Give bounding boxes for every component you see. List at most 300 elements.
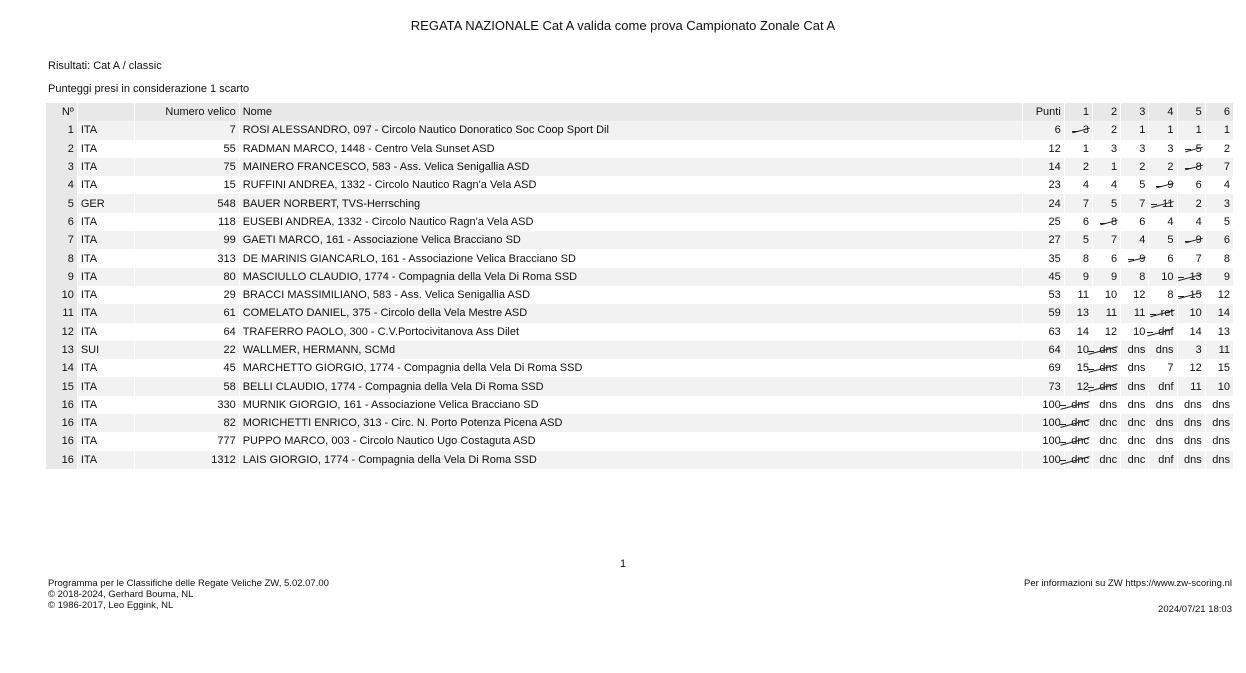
race-1-cell — [1064, 121, 1092, 139]
race-score: dnc — [1127, 435, 1146, 448]
col-race-4: 4 — [1149, 103, 1177, 121]
race-4-cell — [1149, 194, 1177, 212]
race-4-cell — [1149, 377, 1177, 395]
nation-cell: SUI — [77, 341, 134, 359]
nation-cell: ITA — [77, 176, 134, 194]
nation-cell: ITA — [77, 359, 134, 377]
points-cell: 100 — [1023, 414, 1065, 432]
race-6-cell — [1205, 249, 1233, 267]
nation-cell: ITA — [77, 231, 134, 249]
race-score: dns — [1155, 344, 1174, 356]
race-5-cell — [1177, 140, 1205, 158]
points-cell: 53 — [1023, 286, 1065, 304]
race-6-cell — [1205, 121, 1233, 139]
race-score: 2 — [1111, 124, 1118, 137]
race-5-cell — [1177, 432, 1205, 450]
race-2-cell — [1092, 231, 1120, 249]
rank-cell: 7 — [46, 231, 77, 249]
rank-cell: 16 — [46, 396, 77, 414]
table-row — [46, 396, 1234, 414]
race-6-cell — [1205, 140, 1233, 158]
points-cell: 100 — [1023, 396, 1065, 414]
table-row — [46, 323, 1234, 341]
rank-cell: 8 — [46, 249, 77, 267]
race-3-cell — [1121, 432, 1149, 450]
race-score: 7 — [1195, 252, 1202, 265]
race-1-cell — [1064, 231, 1092, 249]
race-score: dnf — [1158, 380, 1174, 393]
race-score: dns — [1212, 398, 1230, 411]
race-3-cell — [1121, 231, 1149, 249]
table-row — [46, 359, 1234, 377]
race-3-cell — [1121, 249, 1149, 267]
table-row — [46, 176, 1234, 194]
race-5-cell — [1177, 213, 1205, 231]
race-1-cell — [1064, 249, 1092, 267]
race-5-cell — [1177, 396, 1205, 414]
race-score: 14 — [1217, 307, 1230, 320]
race-score: 5 — [1195, 142, 1202, 155]
race-score: 15 — [1076, 362, 1089, 375]
race-score: 3 — [1139, 142, 1146, 155]
race-score: 6 — [1223, 234, 1230, 247]
points-cell: 12 — [1023, 140, 1065, 158]
table-row — [46, 121, 1234, 139]
nation-cell: ITA — [77, 304, 134, 322]
race-score: 7 — [1111, 234, 1118, 247]
race-1-cell — [1064, 396, 1092, 414]
rank-cell: 6 — [46, 213, 77, 231]
name-cell: BELLI CLAUDIO, 1774 - Compagnia della Vela Di Roma SSD — [239, 377, 1022, 395]
race-score: 8 — [1223, 252, 1230, 265]
race-score: 3 — [1111, 142, 1118, 155]
sail-number-cell: 55 — [135, 140, 239, 158]
name-cell: PUPPO MARCO, 003 - Circolo Nautico Ugo Costaguta ASD — [239, 432, 1022, 450]
discard-note: Punteggi presi in considerazione 1 scarto — [48, 83, 250, 95]
race-3-cell — [1121, 341, 1149, 359]
nation-cell: ITA — [77, 451, 134, 469]
race-5-cell — [1177, 176, 1205, 194]
race-1-cell — [1064, 451, 1092, 469]
race-score: dns — [1099, 344, 1118, 356]
footer-program: Programma per le Classifiche delle Regate Veliche ZW, 5.02.07.00 — [48, 578, 329, 589]
race-score: dns — [1099, 362, 1118, 375]
race-6-cell — [1205, 286, 1233, 304]
race-4-cell — [1149, 396, 1177, 414]
race-score: 4 — [1139, 234, 1146, 247]
nation-cell: ITA — [77, 432, 134, 450]
nation-cell: GER — [77, 194, 134, 212]
footer-copyright-2: © 1986-2017, Leo Eggink, NL — [48, 600, 174, 611]
race-score: 4 — [1223, 179, 1230, 192]
rank-cell: 16 — [46, 414, 77, 432]
race-score: 4 — [1111, 179, 1118, 192]
race-score: 2 — [1139, 161, 1146, 174]
name-cell: MASCIULLO CLAUDIO, 1774 - Compagnia della Vela Di Roma SSD — [239, 268, 1022, 286]
race-1-cell — [1064, 194, 1092, 212]
race-5-cell — [1177, 268, 1205, 286]
race-score: 5 — [1082, 234, 1089, 247]
race-2-cell — [1092, 432, 1120, 450]
table-row — [46, 377, 1234, 395]
race-score: 8 — [1082, 252, 1089, 265]
name-cell: TRAFERRO PAOLO, 300 - C.V.Portocivitanova Ass Dilet — [239, 323, 1022, 341]
race-3-cell — [1121, 396, 1149, 414]
table-row — [46, 158, 1234, 176]
race-score: 6 — [1139, 215, 1146, 228]
race-4-cell — [1149, 176, 1177, 194]
race-score: 1 — [1223, 124, 1230, 137]
race-score: 1 — [1111, 161, 1118, 174]
race-2-cell — [1092, 158, 1120, 176]
race-2-cell — [1092, 249, 1120, 267]
race-score: 9 — [1111, 270, 1118, 283]
name-cell: DE MARINIS GIANCARLO, 161 - Associazione Velica Bracciano SD — [239, 249, 1022, 267]
col-name: Nome — [239, 103, 1022, 121]
points-cell: 14 — [1023, 158, 1065, 176]
race-2-cell — [1092, 121, 1120, 139]
race-5-cell — [1177, 323, 1205, 341]
race-score: 11 — [1162, 197, 1174, 210]
name-cell: MAINERO FRANCESCO, 583 - Ass. Velica Senigallia ASD — [239, 158, 1022, 176]
sail-number-cell: 80 — [135, 268, 239, 286]
name-cell: MORICHETTI ENRICO, 313 - Circ. N. Porto Potenza Picena ASD — [239, 414, 1022, 432]
race-2-cell — [1092, 377, 1120, 395]
race-6-cell — [1205, 176, 1233, 194]
col-race-6: 6 — [1205, 103, 1233, 121]
race-score: 7 — [1223, 161, 1230, 174]
name-cell: MARCHETTO GIORGIO, 1774 - Compagnia della Vela Di Roma SSD — [239, 359, 1022, 377]
col-race-3: 3 — [1121, 103, 1149, 121]
race-score: dnc — [1099, 435, 1118, 448]
name-cell: RADMAN MARCO, 1448 - Centro Vela Sunset ASD — [239, 140, 1022, 158]
points-cell: 23 — [1023, 176, 1065, 194]
points-cell: 25 — [1023, 213, 1065, 231]
race-score: 1 — [1195, 124, 1202, 137]
race-score: dns — [1127, 398, 1146, 411]
race-3-cell — [1121, 359, 1149, 377]
sail-number-cell: 777 — [135, 432, 239, 450]
race-score: 9 — [1167, 179, 1174, 192]
race-2-cell — [1092, 286, 1120, 304]
race-4-cell — [1149, 231, 1177, 249]
race-4-cell — [1149, 341, 1177, 359]
race-score: 5 — [1167, 234, 1174, 247]
race-score: dns — [1071, 398, 1089, 411]
race-score: 1 — [1167, 124, 1174, 137]
race-score: 2 — [1195, 197, 1202, 210]
results-label: Risultati: Cat A / classic — [48, 60, 162, 72]
race-score: 12 — [1217, 289, 1230, 302]
race-score: 15 — [1217, 362, 1230, 375]
sail-number-cell: 7 — [135, 121, 239, 139]
table-row — [46, 341, 1234, 359]
race-1-cell — [1064, 414, 1092, 432]
race-1-cell — [1064, 304, 1092, 322]
race-6-cell — [1205, 396, 1233, 414]
points-cell: 27 — [1023, 231, 1065, 249]
race-3-cell — [1121, 194, 1149, 212]
table-row — [46, 451, 1234, 469]
race-score: 2 — [1082, 161, 1089, 174]
table-row — [46, 140, 1234, 158]
race-4-cell — [1149, 286, 1177, 304]
race-4-cell — [1149, 323, 1177, 341]
footer-copyright-1: © 2018-2024, Gerhard Bouma, NL — [48, 589, 194, 600]
race-4-cell — [1149, 414, 1177, 432]
race-5-cell — [1177, 359, 1205, 377]
race-score: 9 — [1139, 252, 1146, 265]
race-2-cell — [1092, 359, 1120, 377]
footer-info: Per informazioni su ZW https://www.zw-scoring.nl — [1023, 578, 1232, 589]
rank-cell: 9 — [46, 268, 77, 286]
race-score: 12 — [1076, 380, 1089, 393]
race-4-cell — [1149, 432, 1177, 450]
race-score: 15 — [1189, 289, 1202, 302]
race-2-cell — [1092, 140, 1120, 158]
col-race-5: 5 — [1177, 103, 1205, 121]
race-score: dns — [1127, 380, 1146, 393]
race-3-cell — [1121, 140, 1149, 158]
points-cell: 73 — [1023, 377, 1065, 395]
race-score: dns — [1155, 398, 1174, 411]
race-score: 7 — [1167, 362, 1174, 375]
race-5-cell — [1177, 121, 1205, 139]
race-2-cell — [1092, 194, 1120, 212]
race-score: dns — [1183, 398, 1202, 411]
points-cell: 63 — [1023, 323, 1065, 341]
points-cell: 69 — [1023, 359, 1065, 377]
race-score: 3 — [1223, 197, 1230, 210]
race-score: 10 — [1161, 270, 1174, 283]
rank-cell: 11 — [46, 304, 77, 322]
nation-cell: ITA — [77, 121, 134, 139]
race-5-cell — [1177, 414, 1205, 432]
race-6-cell — [1205, 231, 1233, 249]
race-2-cell — [1092, 213, 1120, 231]
nation-cell: ITA — [77, 286, 134, 304]
race-4-cell — [1149, 213, 1177, 231]
race-6-cell — [1205, 341, 1233, 359]
table-row — [46, 249, 1234, 267]
race-score: 2 — [1223, 142, 1230, 155]
race-score: dns — [1155, 435, 1174, 448]
name-cell: COMELATO DANIEL, 375 - Circolo della Vela Mestre ASD — [239, 304, 1022, 322]
sail-number-cell: 75 — [135, 158, 239, 176]
name-cell: MURNIK GIORGIO, 161 - Associazione Velica Bracciano SD — [239, 396, 1022, 414]
race-score: 11 — [1077, 289, 1089, 302]
sail-number-cell: 22 — [135, 341, 239, 359]
race-score: dns — [1183, 453, 1202, 466]
race-3-cell — [1121, 451, 1149, 469]
race-2-cell — [1092, 268, 1120, 286]
race-5-cell — [1177, 341, 1205, 359]
name-cell: BRACCI MASSIMILIANO, 583 - Ass. Velica Senigallia ASD — [239, 286, 1022, 304]
race-6-cell — [1205, 304, 1233, 322]
rank-cell: 15 — [46, 377, 77, 395]
table-row — [46, 304, 1234, 322]
nation-cell: ITA — [77, 158, 134, 176]
table-header-row — [46, 103, 1234, 121]
rank-cell: 13 — [46, 341, 77, 359]
name-cell: GAETI MARCO, 161 - Associazione Velica Bracciano SD — [239, 231, 1022, 249]
race-score: 6 — [1195, 179, 1202, 192]
race-score: 3 — [1082, 124, 1089, 137]
rank-cell: 3 — [46, 158, 77, 176]
race-score: dnc — [1071, 453, 1089, 466]
race-3-cell — [1121, 213, 1149, 231]
race-score: 10 — [1189, 307, 1202, 320]
race-score: 10 — [1076, 344, 1089, 356]
race-6-cell — [1205, 323, 1233, 341]
race-score: 1 — [1082, 142, 1089, 155]
race-3-cell — [1121, 286, 1149, 304]
col-nat — [77, 103, 134, 121]
race-2-cell — [1092, 176, 1120, 194]
race-score: 3 — [1195, 344, 1202, 356]
rank-cell: 2 — [46, 140, 77, 158]
race-score: dnc — [1099, 417, 1118, 430]
race-4-cell — [1149, 158, 1177, 176]
race-5-cell — [1177, 249, 1205, 267]
race-score: 4 — [1195, 215, 1202, 228]
table-row — [46, 194, 1234, 212]
race-score: 13 — [1217, 325, 1230, 338]
race-score: 5 — [1223, 215, 1230, 228]
race-3-cell — [1121, 268, 1149, 286]
footer-timestamp: 2024/07/21 18:03 — [1158, 604, 1232, 615]
results-table — [46, 103, 1234, 469]
rank-cell: 1 — [46, 121, 77, 139]
race-score: 13 — [1076, 307, 1089, 320]
points-cell: 45 — [1023, 268, 1065, 286]
race-2-cell — [1092, 304, 1120, 322]
race-score: 10 — [1217, 380, 1230, 393]
race-score: 5 — [1111, 197, 1118, 210]
document-title: REGATA NAZIONALE Cat A valida come prova Campionato Zonale Cat A — [410, 18, 836, 33]
race-score: dns — [1127, 362, 1146, 375]
table-row — [46, 286, 1234, 304]
points-cell: 35 — [1023, 249, 1065, 267]
sail-number-cell: 45 — [135, 359, 239, 377]
race-score: 10 — [1104, 289, 1118, 302]
rank-cell: 16 — [46, 432, 77, 450]
race-6-cell — [1205, 377, 1233, 395]
name-cell: RUFFINI ANDREA, 1332 - Circolo Nautico Ragn'a Vela ASD — [239, 176, 1022, 194]
race-score: 8 — [1139, 270, 1146, 283]
race-score: 14 — [1076, 325, 1089, 338]
race-score: dns — [1155, 417, 1174, 430]
race-score: 12 — [1133, 289, 1146, 302]
race-1-cell — [1064, 158, 1092, 176]
race-3-cell — [1121, 176, 1149, 194]
race-score: 8 — [1195, 161, 1202, 174]
name-cell: WALLMER, HERMANN, SCMd — [239, 341, 1022, 359]
race-3-cell — [1121, 377, 1149, 395]
table-row — [46, 231, 1234, 249]
race-3-cell — [1121, 323, 1149, 341]
race-score: 9 — [1223, 270, 1230, 283]
race-4-cell — [1149, 249, 1177, 267]
race-score: dnf — [1158, 453, 1174, 466]
race-5-cell — [1177, 304, 1205, 322]
race-score: 1 — [1139, 124, 1146, 137]
nation-cell: ITA — [77, 268, 134, 286]
table-row — [46, 414, 1234, 432]
points-cell: 100 — [1023, 432, 1065, 450]
race-score: 6 — [1111, 252, 1118, 265]
race-5-cell — [1177, 158, 1205, 176]
sail-number-cell: 29 — [135, 286, 239, 304]
nation-cell: ITA — [77, 414, 134, 432]
race-score: 3 — [1167, 142, 1174, 155]
race-score: dns — [1127, 344, 1146, 356]
rank-cell: 16 — [46, 451, 77, 469]
table-row — [46, 213, 1234, 231]
results-body — [46, 121, 1234, 469]
race-score: 14 — [1189, 325, 1202, 338]
race-2-cell — [1092, 323, 1120, 341]
rank-cell: 10 — [46, 286, 77, 304]
race-6-cell — [1205, 268, 1233, 286]
race-4-cell — [1149, 121, 1177, 139]
race-score: 13 — [1189, 270, 1202, 283]
sail-number-cell: 1312 — [135, 451, 239, 469]
race-score: 11 — [1190, 380, 1202, 393]
race-score: 8 — [1167, 289, 1174, 302]
sail-number-cell: 99 — [135, 231, 239, 249]
race-1-cell — [1064, 432, 1092, 450]
name-cell: ROSI ALESSANDRO, 097 - Circolo Nautico Donoratico Soc Coop Sport Dil — [239, 121, 1022, 139]
col-points: Punti — [1023, 103, 1065, 121]
race-score: 12 — [1104, 325, 1118, 338]
page-number: 1 — [619, 558, 627, 570]
nation-cell: ITA — [77, 213, 134, 231]
race-score: dns — [1212, 417, 1230, 430]
sail-number-cell: 330 — [135, 396, 239, 414]
race-5-cell — [1177, 377, 1205, 395]
sail-number-cell: 61 — [135, 304, 239, 322]
points-cell: 100 — [1023, 451, 1065, 469]
race-6-cell — [1205, 451, 1233, 469]
race-score: dns — [1183, 435, 1202, 448]
race-score: 11 — [1133, 307, 1146, 320]
race-4-cell — [1149, 451, 1177, 469]
race-4-cell — [1149, 304, 1177, 322]
race-3-cell — [1121, 414, 1149, 432]
race-score: dns — [1212, 435, 1230, 448]
race-6-cell — [1205, 432, 1233, 450]
race-score: dnc — [1127, 417, 1146, 430]
race-6-cell — [1205, 213, 1233, 231]
rank-cell: 5 — [46, 194, 77, 212]
race-3-cell — [1121, 304, 1149, 322]
race-score: 8 — [1111, 215, 1118, 228]
race-3-cell — [1121, 121, 1149, 139]
nation-cell: ITA — [77, 249, 134, 267]
name-cell: EUSEBI ANDREA, 1332 - Circolo Nautico Ragn'a Vela ASD — [239, 213, 1022, 231]
points-cell: 24 — [1023, 194, 1065, 212]
race-1-cell — [1064, 286, 1092, 304]
name-cell: BAUER NORBERT, TVS-Herrsching — [239, 194, 1022, 212]
race-score: 6 — [1167, 252, 1174, 265]
race-score: dnf — [1158, 325, 1174, 338]
race-score: 7 — [1082, 197, 1089, 210]
race-2-cell — [1092, 414, 1120, 432]
race-score: ret — [1160, 307, 1174, 320]
race-score: dns — [1099, 380, 1118, 393]
race-6-cell — [1205, 158, 1233, 176]
